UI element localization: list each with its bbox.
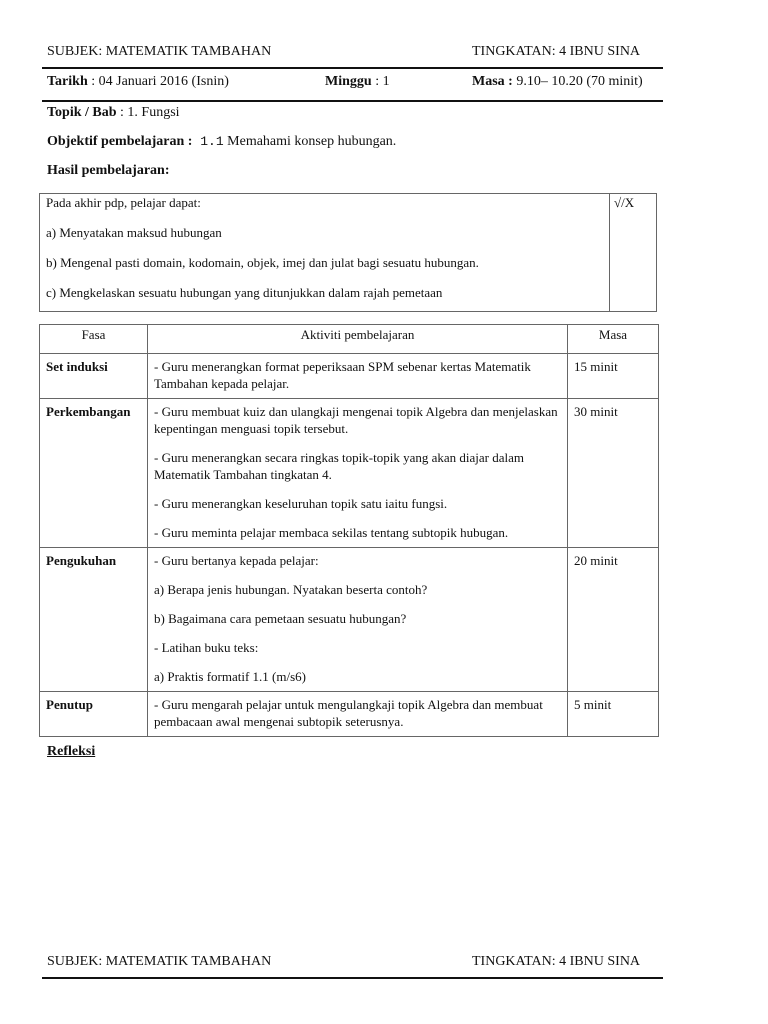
- duration-cell: 20 minit: [568, 548, 659, 692]
- objective-label: Objektif pembelajaran :: [47, 134, 193, 149]
- page-footer: [47, 954, 663, 970]
- footer-form: TINGKATAN: 4 IBNU SINA: [472, 954, 641, 969]
- activity-line: - Guru bertanya kepada pelajar:: [154, 553, 319, 568]
- activity-line: - Latihan buku teks:: [154, 640, 259, 655]
- activity-line: - Guru meminta pelajar membaca sekilas tentang subtopik hubugan.: [154, 525, 509, 540]
- activity-cell: [148, 692, 568, 737]
- info-divider: [42, 100, 663, 102]
- topic-line: [47, 105, 180, 121]
- activities-table: [39, 324, 659, 737]
- date-value: : 04 Januari 2016 (Isnin): [87, 74, 229, 89]
- date-label: Tarikh: [47, 74, 88, 89]
- activity-line: b) Bagaimana cara pemetaan sesuatu hubungan?: [154, 611, 407, 626]
- column-header-phase: Fasa: [40, 325, 148, 354]
- phase-cell: Set induksi: [40, 354, 148, 399]
- learning-outcomes-cell: [40, 194, 610, 312]
- topic-value: : 1. Fungsi: [116, 105, 180, 120]
- objective-line: [47, 134, 396, 150]
- column-header-duration: Masa: [568, 325, 659, 354]
- footer-subject: SUBJEK: MATEMATIK TAMBAHAN: [47, 954, 272, 969]
- date-field: [47, 74, 229, 90]
- duration-cell: 30 minit: [568, 399, 659, 548]
- activities-header-row: [40, 325, 659, 354]
- time-label: Masa :: [472, 74, 513, 89]
- activity-line: - Guru menerangkan format peperiksaan SPM sebenar kertas Matematik Tambahan kepada pelajar.: [154, 359, 531, 391]
- footer-divider: [42, 977, 663, 979]
- outcome-item: a) Menyatakan maksud hubungan: [46, 225, 222, 240]
- phase-cell: Perkembangan: [40, 399, 148, 548]
- activity-line: - Guru membuat kuiz dan ulangkaji mengenai topik Algebra dan menjelaskan kepentingan menguasi topik tersebut.: [154, 404, 558, 436]
- phase-cell: Penutup: [40, 692, 148, 737]
- outcomes-intro: Pada akhir pdp, pelajar dapat:: [46, 195, 201, 210]
- header-divider: [42, 67, 663, 69]
- time-value: 9.10– 10.20 (70 minit): [512, 74, 643, 89]
- page-header: [47, 44, 663, 60]
- learning-outcomes-label: Hasil pembelajaran:: [47, 163, 170, 178]
- objective-code: 1.1: [192, 134, 224, 149]
- activity-cell: [148, 548, 568, 692]
- outcome-item: c) Mengkelaskan sesuatu hubungan yang ditunjukkan dalam rajah pemetaan: [46, 285, 443, 300]
- objective-value: Memahami konsep hubungan.: [223, 134, 397, 149]
- week-field: [325, 74, 390, 90]
- outcome-item: b) Mengenal pasti domain, kodomain, objek, imej dan julat bagi sesuatu hubungan.: [46, 255, 479, 270]
- learning-outcomes-table: [39, 193, 657, 312]
- topic-label: Topik / Bab: [47, 105, 117, 120]
- header-subject: SUBJEK: MATEMATIK TAMBAHAN: [47, 44, 272, 59]
- table-row: [40, 548, 659, 692]
- header-form: TINGKATAN: 4 IBNU SINA: [472, 44, 641, 59]
- column-header-activity: Aktiviti pembelajaran: [148, 325, 568, 354]
- reflection-heading: Refleksi: [47, 744, 96, 759]
- duration-cell: 15 minit: [568, 354, 659, 399]
- learning-outcomes-heading: [47, 163, 170, 179]
- week-label: Minggu: [325, 74, 372, 89]
- table-row: [40, 354, 659, 399]
- activity-line: a) Berapa jenis hubungan. Nyatakan beserta contoh?: [154, 582, 428, 597]
- activity-cell: [148, 354, 568, 399]
- table-row: [40, 399, 659, 548]
- activity-line: - Guru menerangkan secara ringkas topik-topik yang akan diajar dalam Matematik Tambahan tingkatan 4.: [154, 450, 524, 482]
- activity-line: - Guru mengarah pelajar untuk mengulangkaji topik Algebra dan membuat pembacaan awal mengenai subtopik seterusnya.: [154, 697, 543, 729]
- outcome-check-cell: √/X: [610, 194, 657, 312]
- duration-cell: 5 minit: [568, 692, 659, 737]
- time-field: [472, 74, 643, 90]
- week-value: : 1: [371, 74, 390, 89]
- activity-cell: [148, 399, 568, 548]
- table-row: [40, 692, 659, 737]
- activity-line: a) Praktis formatif 1.1 (m/s6): [154, 669, 306, 684]
- phase-cell: Pengukuhan: [40, 548, 148, 692]
- activity-line: - Guru menerangkan keseluruhan topik satu iaitu fungsi.: [154, 496, 448, 511]
